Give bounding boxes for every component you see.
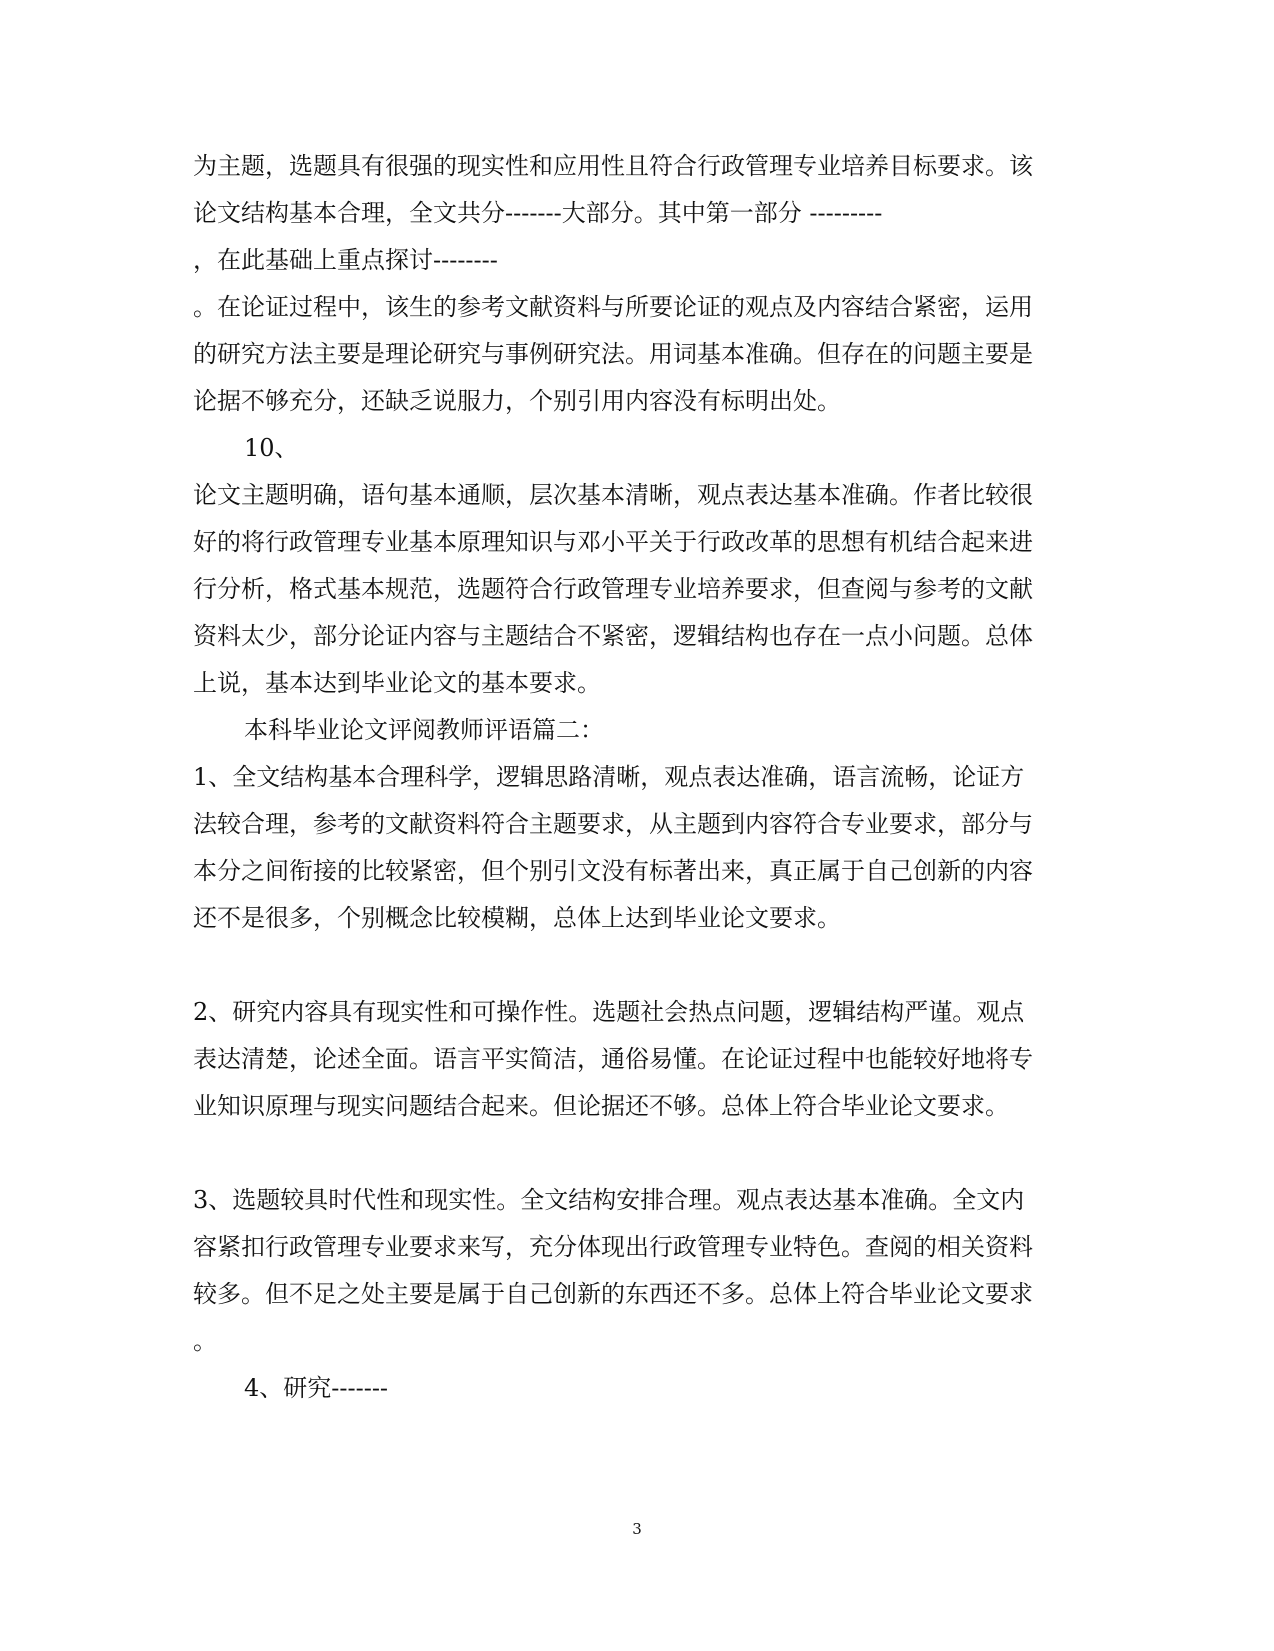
text-line: 容紧扣行政管理专业要求来写，充分体现出行政管理专业特色。查阅的相关资料	[193, 1233, 1033, 1261]
text-line: 的研究方法主要是理论研究与事例研究法。用词基本准确。但存在的问题主要是	[193, 340, 1033, 368]
text-line: 1、全文结构基本合理科学，逻辑思路清晰，观点表达准确，语言流畅，论证方	[193, 763, 1025, 791]
text-line: 论文结构基本合理，全文共分-------大部分。其中第一部分 ---------	[193, 199, 883, 227]
text-line: 。在论证过程中，该生的参考文献资料与所要论证的观点及内容结合紧密，运用	[193, 293, 1033, 321]
text-line: 。	[193, 1327, 217, 1355]
item-number: 10、	[244, 434, 299, 462]
page-number: 3	[632, 1520, 642, 1538]
text-line: 上说，基本达到毕业论文的基本要求。	[193, 669, 601, 697]
text-line: 表达清楚，论述全面。语言平实简洁，通俗易懂。在论证过程中也能较好地将专	[193, 1045, 1033, 1073]
text-line: 业知识原理与现实问题结合起来。但论据还不够。总体上符合毕业论文要求。	[193, 1092, 1009, 1120]
text-line: 还不是很多，个别概念比较模糊，总体上达到毕业论文要求。	[193, 904, 841, 932]
text-line: 4、研究-------	[244, 1374, 389, 1402]
section-heading: 本科毕业论文评阅教师评语篇二：	[244, 716, 604, 744]
text-line: 为主题，选题具有很强的现实性和应用性且符合行政管理专业培养目标要求。该	[193, 152, 1033, 180]
text-line: 论文主题明确，语句基本通顺，层次基本清晰，观点表达基本准确。作者比较很	[193, 481, 1033, 509]
text-line: 2、研究内容具有现实性和可操作性。选题社会热点问题，逻辑结构严谨。观点	[193, 998, 1025, 1026]
text-line: 法较合理，参考的文献资料符合主题要求，从主题到内容符合专业要求，部分与	[193, 810, 1033, 838]
text-line: 3、选题较具时代性和现实性。全文结构安排合理。观点表达基本准确。全文内	[193, 1186, 1025, 1214]
text-line: 资料太少，部分论证内容与主题结合不紧密，逻辑结构也存在一点小问题。总体	[193, 622, 1033, 650]
text-line: 行分析，格式基本规范，选题符合行政管理专业培养要求，但查阅与参考的文献	[193, 575, 1033, 603]
text-line: 论据不够充分，还缺乏说服力，个别引用内容没有标明出处。	[193, 387, 841, 415]
text-line: 好的将行政管理专业基本原理知识与邓小平关于行政改革的思想有机结合起来进	[193, 528, 1033, 556]
text-line: ，在此基础上重点探讨--------	[193, 246, 498, 274]
text-line: 较多。但不足之处主要是属于自己创新的东西还不多。总体上符合毕业论文要求	[193, 1280, 1033, 1308]
text-line: 本分之间衔接的比较紧密，但个别引文没有标著出来，真正属于自己创新的内容	[193, 857, 1033, 885]
